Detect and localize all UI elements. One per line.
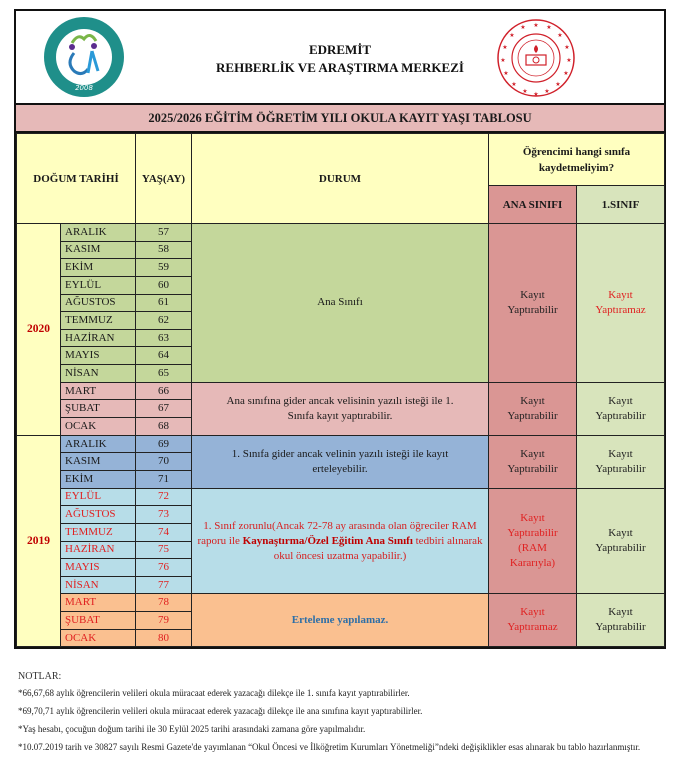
age-months: 67: [136, 400, 192, 418]
ana-sinifi-cell: [489, 224, 577, 383]
choice-line: Yaptıramaz: [507, 621, 558, 634]
birth-month: EKİM: [61, 470, 136, 488]
notes-section: [18, 670, 668, 759]
birth-month: MAYIS: [61, 347, 136, 365]
birth-month: ŞUBAT: [61, 612, 136, 630]
birth-year: 2020: [17, 224, 61, 436]
table-row: [17, 594, 665, 612]
birth-month: HAZİRAN: [61, 541, 136, 559]
choice-line: Kayıt: [608, 288, 633, 301]
age-months: 70: [136, 453, 192, 471]
ram-logo-icon: [42, 15, 126, 99]
svg-text:★: ★: [533, 91, 539, 98]
choice-line: Yaptırabilir: [595, 621, 646, 634]
age-months: 76: [136, 559, 192, 577]
status-cell: [192, 224, 489, 383]
birth-month: MART: [61, 382, 136, 400]
birth-month: OCAK: [61, 629, 136, 647]
header-ana-sinifi: ANA SINIFI: [489, 186, 577, 224]
svg-text:★: ★: [563, 70, 569, 77]
table-row: [17, 382, 665, 400]
svg-text:★: ★: [564, 44, 570, 51]
document-header: [16, 11, 664, 105]
age-months: 75: [136, 541, 192, 559]
document-frame: [14, 9, 666, 649]
age-months: 71: [136, 470, 192, 488]
status-emphasis: Kaynaştırma/Özel Eğitim Ana Sınıfı: [242, 534, 413, 547]
status-text: Ana Sınıfı: [317, 296, 363, 309]
age-months: 80: [136, 629, 192, 647]
birth-month: ARALIK: [61, 224, 136, 242]
org-line-2: REHBERLİK VE ARAŞTIRMA MERKEZİ: [216, 60, 464, 75]
birth-month: EYLÜL: [61, 488, 136, 506]
birth-month: AĞUSTOS: [61, 294, 136, 312]
svg-text:★: ★: [500, 57, 506, 64]
status-text: Erteleme yapılamaz.: [291, 613, 389, 626]
table-row: [17, 488, 665, 506]
choice-line: Kayıt: [520, 288, 545, 301]
choice-line: Kayıt: [520, 606, 545, 619]
enrollment-age-table: [16, 133, 665, 647]
first-grade-cell: [577, 488, 665, 594]
birth-month: TEMMUZ: [61, 312, 136, 330]
birth-month: KASIM: [61, 241, 136, 259]
choice-line: Yaptırabilir: [507, 462, 558, 475]
table-row: [17, 224, 665, 242]
status-cell: [192, 594, 489, 647]
choice-line: Yaptırabilir: [507, 303, 558, 316]
note-item: *69,70,71 aylık öğrencilerin velileri okula müracaat ederek yazacağı dilekçe ile ana sınıfına kayıt yaptırabilirler.: [18, 706, 423, 716]
choice-line: Kararıyla): [509, 557, 556, 570]
status-text: 1. Sınıfa gider ancak velinin yazılı isteği ile kayıt erteleyebilir.: [231, 447, 449, 475]
header-birth-date: DOĞUM TARİHİ: [17, 134, 136, 224]
age-months: 63: [136, 329, 192, 347]
svg-text:★: ★: [522, 88, 528, 95]
birth-month: KASIM: [61, 453, 136, 471]
age-months: 62: [136, 312, 192, 330]
choice-line: Kayıt: [520, 394, 545, 407]
svg-text:★: ★: [509, 32, 515, 39]
svg-text:★: ★: [546, 24, 552, 31]
svg-text:★: ★: [511, 81, 517, 88]
birth-month: ARALIK: [61, 435, 136, 453]
age-months: 69: [136, 435, 192, 453]
status-cell: [192, 488, 489, 594]
svg-text:★: ★: [533, 22, 539, 29]
choice-line: Yaptırabilir: [595, 462, 646, 475]
svg-text:★: ★: [502, 44, 508, 51]
choice-line: Kayıt: [608, 447, 633, 460]
choice-line: Kayıt: [520, 512, 545, 525]
birth-year: 2019: [17, 435, 61, 647]
notes-heading: NOTLAR:: [18, 671, 62, 682]
ana-sinifi-cell: [489, 382, 577, 435]
choice-line: Kayıt: [608, 394, 633, 407]
meb-logo-icon: [495, 17, 577, 99]
age-months: 64: [136, 347, 192, 365]
note-item: *10.07.2019 tarih ve 30827 sayılı Resmi Gazete'de yayımlanan “Okul Öncesi ve İlköğretim Kurumları Yönetmeliği”ndeki değişiklikler esas alınarak bu tablo hazırlanmıştır.: [18, 742, 641, 752]
age-months: 61: [136, 294, 192, 312]
age-months: 57: [136, 224, 192, 242]
status-text: tedbiri alınarak okul öncesi uzatma yapabilir.): [273, 534, 483, 562]
age-months: 59: [136, 259, 192, 277]
note-item: *66,67,68 aylık öğrencilerin velileri okula müracaat ederek yazacağı dilekçe ile 1. sınıfa kayıt yaptırabilirler.: [18, 688, 410, 698]
age-months: 60: [136, 276, 192, 294]
birth-month: TEMMUZ: [61, 523, 136, 541]
ana-sinifi-cell: [489, 435, 577, 488]
age-months: 66: [136, 382, 192, 400]
choice-line: Yaptırabilir: [507, 527, 558, 540]
ana-sinifi-cell: [489, 594, 577, 647]
age-months: 65: [136, 365, 192, 383]
svg-text:★: ★: [544, 88, 550, 95]
choice-line: Kayıt: [608, 527, 633, 540]
first-grade-cell: [577, 382, 665, 435]
age-months: 77: [136, 576, 192, 594]
birth-month: EYLÜL: [61, 276, 136, 294]
choice-line: Yaptıramaz: [595, 303, 646, 316]
age-months: 73: [136, 506, 192, 524]
svg-text:★: ★: [503, 70, 509, 77]
birth-month: NİSAN: [61, 365, 136, 383]
birth-month: ŞUBAT: [61, 400, 136, 418]
choice-line: Kayıt: [520, 447, 545, 460]
status-text: 1. Sınıf zorunlu(Ancak 72-78 ay arasında olan öğreciler RAM raporu ile: [197, 519, 477, 547]
choice-line: Kayıt: [608, 606, 633, 619]
first-grade-cell: [577, 435, 665, 488]
birth-month: EKİM: [61, 259, 136, 277]
svg-text:★: ★: [555, 81, 561, 88]
status-cell: [192, 382, 489, 435]
table-body: [17, 224, 665, 647]
birth-month: OCAK: [61, 418, 136, 436]
header-age: YAŞ(AY): [136, 134, 192, 224]
choice-line: Yaptırabilir: [507, 409, 558, 422]
svg-text:★: ★: [557, 32, 563, 39]
age-months: 68: [136, 418, 192, 436]
header-first-grade: 1.SINIF: [577, 186, 665, 224]
age-months: 74: [136, 523, 192, 541]
first-grade-cell: [577, 224, 665, 383]
table-row: [17, 435, 665, 453]
status-cell: [192, 435, 489, 488]
first-grade-cell: [577, 594, 665, 647]
birth-month: MAYIS: [61, 559, 136, 577]
age-months: 78: [136, 594, 192, 612]
ana-sinifi-cell: [489, 488, 577, 594]
choice-line: Yaptırabilir: [595, 542, 646, 555]
org-title: [166, 41, 514, 77]
svg-text:★: ★: [520, 24, 526, 31]
age-months: 79: [136, 612, 192, 630]
birth-month: AĞUSTOS: [61, 506, 136, 524]
age-months: 72: [136, 488, 192, 506]
choice-line: (RAM: [518, 542, 547, 555]
status-text: Ana sınıfına gider ancak velisinin yazılı isteği ile 1. Sınıfa kayıt yaptırabilir.: [226, 394, 454, 422]
birth-month: NİSAN: [61, 576, 136, 594]
birth-month: MART: [61, 594, 136, 612]
birth-month: HAZİRAN: [61, 329, 136, 347]
header-question: Öğrencimi hangi sınıfa kaydetmeliyim?: [489, 134, 665, 186]
table-title: 2025/2026 EĞİTİM ÖĞRETİM YILI OKULA KAYIT YAŞI TABLOSU: [16, 105, 664, 133]
note-item: *Yaş hesabı, çocuğun doğum tarihi ile 30 Eylül 2025 tarihi arasındaki zamana göre yapılmalıdır.: [18, 724, 366, 734]
org-line-1: EDREMİT: [308, 42, 372, 57]
svg-text:2008: 2008: [75, 84, 93, 92]
svg-text:★: ★: [566, 57, 572, 64]
age-months: 58: [136, 241, 192, 259]
header-status: DURUM: [192, 134, 489, 224]
choice-line: Yaptırabilir: [595, 409, 646, 422]
